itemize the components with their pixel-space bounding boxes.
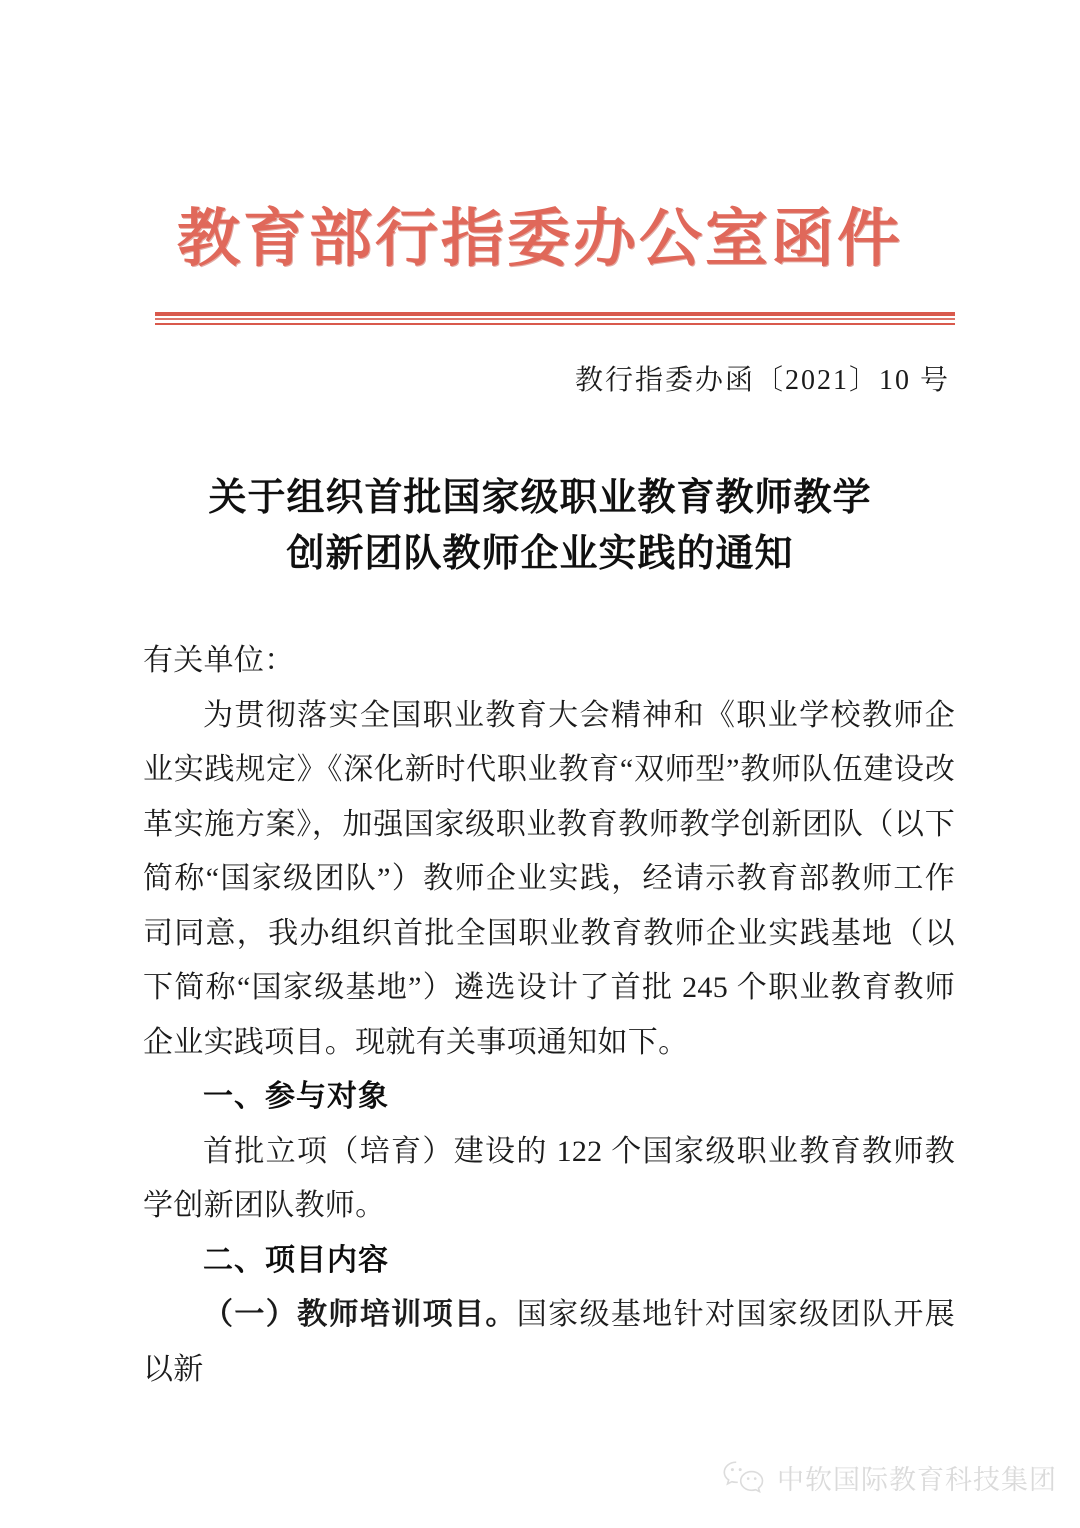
document-body	[143, 634, 955, 1397]
letterhead-title: 教育部行指委办公室函件	[177, 204, 903, 274]
document-number: 教行指委办函〔2021〕10 号	[574, 365, 950, 396]
section-one-body: 首批立项（培育）建设的 122 个国家级职业教育教师教学创新团队教师。	[143, 1134, 955, 1222]
item-one-text: 国家级基地针对国家级团队开展以新	[143, 1298, 955, 1386]
salutation: 有关单位：	[143, 644, 295, 677]
item-one-label: （一）教师培训项目。	[203, 1298, 517, 1331]
wechat-icon	[722, 1459, 766, 1497]
section-heading-one: 一、参与对象	[203, 1080, 389, 1113]
page-title	[0, 470, 1080, 582]
wechat-account-name: 中软国际教育科技集团	[777, 1465, 1057, 1495]
item-one-paragraph	[143, 1288, 955, 1397]
divider-line-hair	[155, 323, 955, 325]
intro-paragraph: 为贯彻落实全国职业教育大会精神和《职业学校教师企业实践规定》《深化新时代职业教育“双师型”教师队伍建设改革实施方案》，加强国家级职业教育教师教学创新团队（以下简称“国家级团队”）教师企业实践，经请示教育部教师工作司同意，我办组织首批全国职业教育教师企业实践基地（以下简称“国家级基地”）遴选设计了首批 245 个职业教育教师企业实践项目。现就有关事项通知如下。	[143, 698, 955, 1059]
page-title-line-1: 关于组织首批国家级职业教育教师教学	[208, 477, 872, 519]
letterhead-divider	[155, 312, 955, 325]
footer-watermark	[722, 1458, 1057, 1497]
letterhead	[0, 206, 1080, 272]
section-heading-two: 二、项目内容	[203, 1243, 389, 1277]
page-title-line-2: 创新团队教师企业实践的通知	[286, 533, 794, 575]
